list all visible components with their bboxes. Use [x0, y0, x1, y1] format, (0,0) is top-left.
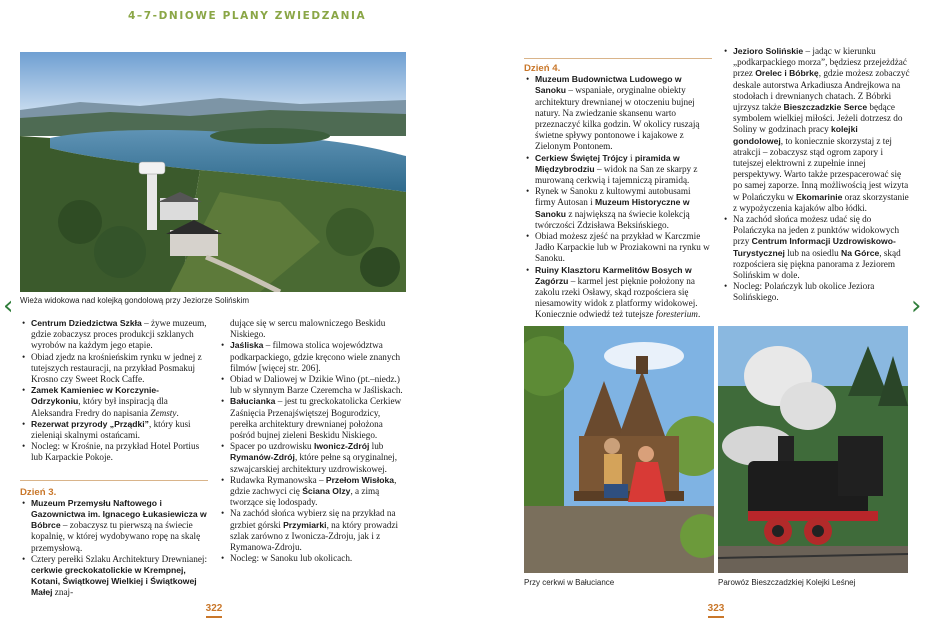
- list-item: • Obiad możesz zjeść na przykład w Karczmie Jadło Karpackie lub w Proziakowni na rynku w Sanoku.: [535, 231, 712, 265]
- list-item: • Obiad w Daliowej w Dzikie Wino (pt.–niedz.) lub w słynnym Barze Czeremcha w Jaśliskach.: [230, 374, 408, 396]
- left-column-1: [20, 318, 208, 599]
- section-divider: [20, 480, 208, 481]
- list-item: • Jaśliska – filmowa stolica województwa podkarpackiego, gdzie kręcono wiele znanych filmów [więcej str. 206].: [230, 340, 408, 374]
- list-item: • Spacer po uzdrowisku Iwonicz-Zdrój lub Rymanów-Zdrój, które pełne są oryginalnej, szwajcarskiej architektury uzdrowiskowej.: [230, 441, 408, 475]
- list-item: • Bałucianka – jest tu greckokatolicka Cerkiew Zaśnięcia Przenajświętszej Bogurodzicy, perełka architektury drewnianej położona pośród bujnej zieleni Beskidu Niskiego.: [230, 396, 408, 441]
- day3-heading: Dzień 3.: [20, 486, 57, 498]
- list-item: • Cztery perełki Szlaku Architektury Drewnianej: cerkwie greckokatolickie w Krempnej, Kotani, Świątkowej Wielkiej i Świątkowej Małej znaj-: [31, 554, 208, 599]
- day4-list: [524, 74, 712, 320]
- list-item: • Nocleg: w Sanoku lub okolicach.: [230, 553, 408, 564]
- day4-list-continued: [722, 46, 910, 304]
- list-item: • Obiad zjedz na krośnieńskim rynku w jednej z tutejszych restauracji, na przykład Posmakuj Krosno czy Sweet Rock Caffe.: [31, 352, 208, 386]
- list-item: • Rynek w Sanoku z kultowymi autobusami firmy Autosan i Muzeum Historyczne w Sanoku z największą na świecie kolekcją twórczości Zdzisława Beksińskiego.: [535, 186, 712, 231]
- day3-list-continued: [219, 340, 408, 564]
- list-item: • Nocleg: w Krośnie, na przykład Hotel Portius lub Karpackie Pokoje.: [31, 441, 208, 463]
- photo-caption-tower: Wieża widokowa nad kolejką gondolową przy Jeziorze Solińskim: [20, 296, 249, 305]
- photo-solina-lake-tower: [20, 52, 406, 292]
- photo-church-couple: [524, 326, 714, 573]
- list-item: • Rezerwat przyrody „Prządki”, który kusi zieleniąi skalnymi ostańcami.: [31, 419, 208, 441]
- photo-caption-train: Parowóz Bieszczadzkiej Kolejki Leśnej: [718, 578, 856, 587]
- list-item: • Na zachód słońca wybierz się na przykład na grzbiet górski Przymiarki, na który prowadzi szlak zarówno z Iwonicza-Zdroju, jak i z Rymanowa-Zdroju.: [230, 508, 408, 553]
- list-item: • Jezioro Solińskie – jadąc w kierunku „podkarpackiego morza”, będziesz przejeżdżać przez Orelec i Bóbrkę, gdzie możesz zobaczyć deskale autorstwa Arkadiusza Andrejkowa na stodołach i drewnianych chatach. Z Bóbrki ujrzysz także Bieszczadzkie Serce będące symbolem wielkiej miłości. Jeżeli dotrzesz do Soliny w godzinach pracy kolejki gondolowej, to koniecznie skorzystaj z tej atrakcji – zobaczysz stąd ogrom zapory i tutejszej elektrowni z zupełnie innej perspektywy. Warto także przespacerować się po samej zaporze. Inną możliwością jest wizyta w Polańczyku w Ekomarinie oraz skorzystanie z wypożyczenia kajaków albo łódki.: [733, 46, 910, 214]
- list-item: • Zamek Kamieniec w Korczynie-Odrzykoniu, który był inspiracją dla Aleksandra Fredry do napisania Zemsty.: [31, 385, 208, 419]
- right-column-2: [722, 46, 910, 304]
- list-item: • Na zachód słońca możesz udać się do Polańczyka na jeden z punktów widokowych przy Centrum Informacji Uzdrowiskowo-Turystycznej lub na osiedlu Na Górce, skąd rozpościera się piękna panorama z Jeziorem Solińskim w dole.: [733, 214, 910, 281]
- day3-list: [20, 498, 208, 599]
- list-item: • Muzeum Przemysłu Naftowego i Gazownictwa im. Ignacego Łukasiewicza w Bóbrce – zobaczysz tu pierwszą na świecie kopalnię, w której wydobywano ropę na skalę przemysłową.: [31, 498, 208, 554]
- day4-heading: Dzień 4.: [524, 63, 561, 74]
- next-page-arrow-icon[interactable]: ›: [911, 291, 922, 321]
- page-number-left: 322: [205, 603, 223, 614]
- photo-caption-church: Przy cerkwi w Bałuciance: [524, 578, 615, 587]
- continued-text: dujące się w sercu malowniczego Beskidu Niskiego.: [230, 318, 386, 340]
- previous-page-arrow-icon[interactable]: ‹: [3, 291, 14, 321]
- right-column-1: [524, 58, 712, 321]
- day2-list: [20, 318, 208, 464]
- list-item: • Nocleg: Polańczyk lub okolice Jeziora Solińskiego.: [733, 281, 910, 303]
- section-divider: [524, 58, 712, 59]
- page-number-underline: [206, 616, 222, 618]
- list-item: • Ruiny Klasztoru Karmelitów Bosych w Zagórzu – karmel jest pięknie położony na zakolu rzeki Osławy, skąd rozpościera się niesamowity widok z platformy widokowej. Koniecznie odwiedź też tutejsze foresterium.: [535, 265, 712, 321]
- list-item: • Muzeum Budownictwa Ludowego w Sanoku – wspaniałe, oryginalne obiekty architektury drewnianej w otoczeniu bujnej natury. Na zwiedzanie skansenu warto przeznaczyć kilka godzin. W okolicy ruszają świetne spływy pontonowe i kajakowe z Zielonym Pontonem.: [535, 74, 712, 152]
- page-number-right: 323: [707, 603, 725, 614]
- photo-steam-locomotive: [718, 326, 908, 573]
- running-header: 4–7-DNIOWE PLANY ZWIEDZANIA: [128, 10, 367, 22]
- page-number-underline: [708, 616, 724, 618]
- list-item: • Cerkiew Świętej Trójcy i piramida w Międzybrodziu – widok na San ze skarpy z murowaną cerkwią i tajemniczą piramidą.: [535, 153, 712, 187]
- left-column-2: [219, 318, 408, 564]
- list-item: • Centrum Dziedzictwa Szkła – żywe muzeum, gdzie zobaczysz proces produkcji szklanych wyrobów na każdym jego etapie.: [31, 318, 208, 352]
- list-item: • Rudawka Rymanowska – Przełom Wisłoka, gdzie zachwyci cię Ściana Olzy, a zimą tworzące się lodospady.: [230, 475, 408, 509]
